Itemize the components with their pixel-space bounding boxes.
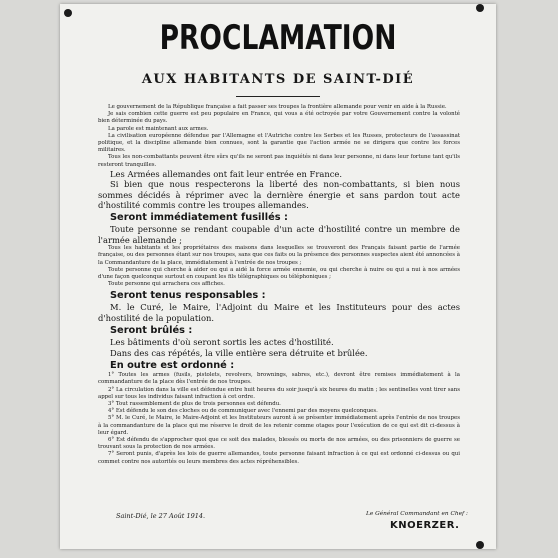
poster-title: PROCLAMATION bbox=[159, 18, 397, 58]
paragraph: 5° M. le Curé, le Maire, le Maire-Adjoint et les Instituteurs auront à se présenter immédiatement après l'entrée de nos troupes à la commandanture de la place qui me réserve le droit de les retenir comme otages pour l'exécution de ce qui est dit ci-dessus à leur égard. bbox=[98, 415, 460, 436]
paragraph: Je sais combien cette guerre est peu populaire en France, qui vous a été octroyée par votre Gouvernement contre la volonté bien déterminée du pays. bbox=[98, 111, 460, 125]
paragraph: Les Armées allemandes ont fait leur entrée en France. bbox=[110, 168, 343, 179]
proclamation-poster bbox=[60, 4, 496, 549]
section-heading: Seront tenus responsables : bbox=[110, 290, 266, 302]
pin-bottom-right bbox=[476, 541, 484, 549]
section-heading: Seront brûlés : bbox=[110, 325, 193, 337]
paragraph: 2° La circulation dans la ville est défendue entre huit heures du soir jusqu'à six heures du matin ; les sentinelles vont tirer sans appel sur tous les individus faisant infraction à cet ordre. bbox=[98, 386, 460, 400]
paragraph: La civilisation européenne défendue par l'Allemagne et l'Autriche contre les Serbes et les Russes, protecteurs de l'assassinat politique, et la discipline allemande bien connues, sont la garantie que l'action armée ne se dirigera que contre les forces militaires. bbox=[98, 132, 460, 154]
place-date: Saint-Dié, le 27 Août 1914. bbox=[116, 512, 206, 520]
paragraph: La parole est maintenant aux armes. bbox=[108, 125, 209, 132]
paragraph: Tous les habitants et les propriétaires des maisons dans lesquelles se trouveront des Français faisant partie de l'armée française, ou des personnes étant sur nos troupes, sans que ces faits ou la présence des personnes suspectes aient été annoncées à la Commandanture de la place, immédiatement à l'entrée de nos troupes ; bbox=[98, 245, 460, 266]
paragraph: Toute personne se rendant coupable d'un acte d'hostilité contre un membre de l'armée allemande ; bbox=[98, 224, 460, 245]
paragraph: Toute personne qui arrachera ces affiches. bbox=[108, 281, 225, 288]
section-heading: Seront immédiatement fusillés : bbox=[110, 212, 288, 224]
paragraph: Si bien que nous respecterons la liberté des non-combattants, si bien nous sommes décidés à réprimer avec la dernière énergie et sans pardon tout acte d'hostilité commis contre les troupes allemandes. bbox=[98, 179, 460, 211]
paragraph: 1° Toutes les armes (fusils, pistolets, revolvers, brownings, sabres, etc.), devront être remises immédiatement à la commandanture de la place dès l'entrée de nos troupes. bbox=[98, 372, 460, 386]
signer-rank: Le Général Commandant en Chef : bbox=[366, 511, 469, 517]
paragraph: 4° Est défendu le son des cloches ou de communiquer avec l'ennemi par des moyens quelconques. bbox=[108, 408, 378, 415]
paragraph: Dans des cas répétés, la ville entière sera détruite et brûlée. bbox=[110, 347, 368, 358]
paragraph: Les bâtiments d'où seront sortis les actes d'hostilité. bbox=[110, 337, 334, 348]
signer-name: KNOERZER. bbox=[390, 520, 460, 531]
paragraph: M. le Curé, le Maire, l'Adjoint du Maire et les Instituteurs pour des actes d'hostilité de la population. bbox=[98, 302, 460, 323]
section-heading: En outre est ordonné : bbox=[110, 360, 235, 372]
pin-top-right bbox=[476, 4, 484, 12]
poster-subtitle: AUX HABITANTS DE SAINT-DIÉ bbox=[141, 72, 415, 87]
poster-body bbox=[98, 104, 460, 466]
paragraph: Tous les non-combattants peuvent être sûrs qu'ils ne seront pas inquiétés ni dans leur personne, ni dans leur fortune tant qu'ils resteront tranquilles. bbox=[98, 154, 460, 168]
title-divider bbox=[236, 96, 320, 97]
pin-top-left bbox=[64, 9, 72, 17]
paragraph: 3° Tout rassemblement de plus de trois personnes est défendu. bbox=[108, 400, 281, 407]
paragraph: 6° Est défendu de s'approcher quoi que ce soit des malades, blessés ou morts de nos armées, ou des prisonniers de guerre se trouvant sous la protection de nos armées. bbox=[98, 436, 460, 451]
paragraph: Le gouvernement de la République française a fait passer ses troupes la frontière allemande pour venir en aide à la Russie. bbox=[108, 104, 447, 110]
paragraph: 7° Seront punis, d'après les lois de guerre allemandes, toute personne faisant infraction à ce qui est ordonné ci-dessus ou qui commet contre nos autorités ou leurs membres des actes répréhensibles. bbox=[98, 451, 460, 465]
paragraph: Toute personne qui cherche à aider ou qui a aidé la force armée ennemie, ou qui cherche à nuire ou qui a nui à nos armées d'une façon quelconque surtout en coupant les fils télégraphiques ou téléphoniques ; bbox=[98, 266, 460, 281]
